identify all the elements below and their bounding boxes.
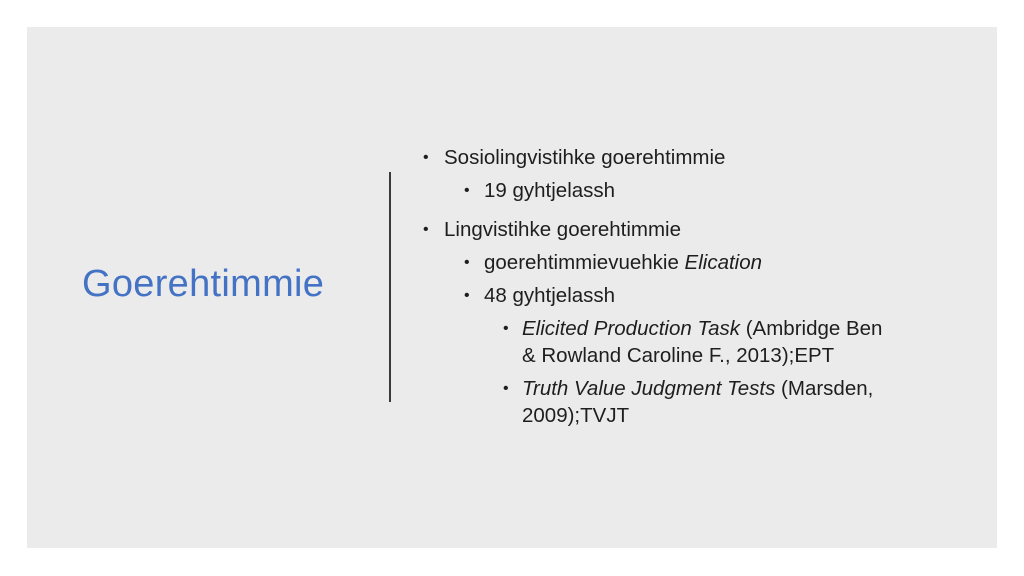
- slide-title: Goerehtimmie: [82, 263, 325, 305]
- bullet-icon: •: [503, 380, 509, 397]
- bullet-item-method: goerehtimmievuehkie Elication: [484, 251, 763, 274]
- bullet-icon: •: [464, 182, 470, 199]
- bullet-item-ept-continuation: & Rowland Caroline F., 2013);EPT: [522, 344, 835, 367]
- bullet-item-48-conversations: 48 gyhtjelassh: [484, 284, 616, 307]
- bullet-icon: •: [464, 254, 470, 271]
- bullet-item-sociolinguistic: Sosiolingvistihke goerehtimmie: [444, 146, 726, 169]
- bullet-icon: •: [464, 287, 470, 304]
- bullet-item-linguistic: Lingvistihke goerehtimmie: [444, 218, 682, 241]
- bullet-icon: •: [503, 320, 509, 337]
- bullet-icon: •: [423, 221, 429, 238]
- bullet-item-19-conversations: 19 gyhtjelassh: [484, 179, 616, 202]
- bullet-item-tvjt-continuation: 2009);TVJT: [522, 404, 630, 427]
- bullet-icon: •: [423, 149, 429, 166]
- bullet-item-ept: Elicited Production Task (Ambridge Ben: [522, 317, 883, 340]
- bullet-item-tvjt: Truth Value Judgment Tests (Marsden,: [522, 377, 874, 400]
